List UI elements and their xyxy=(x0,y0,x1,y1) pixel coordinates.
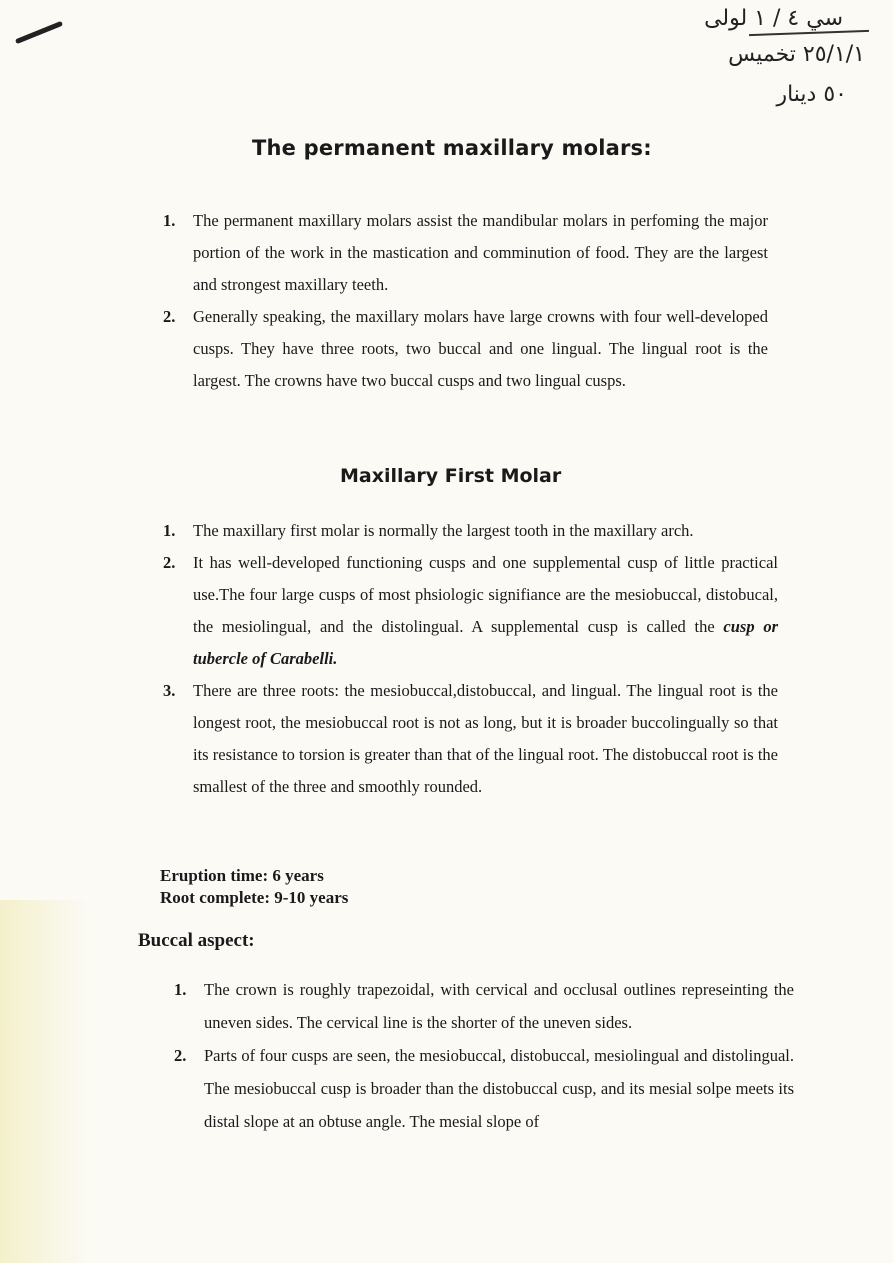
list-item xyxy=(163,675,778,803)
item-number: 1. xyxy=(174,980,187,999)
handwritten-note-3: ٥٠ دينار xyxy=(776,82,847,107)
item-number: 2. xyxy=(163,553,176,572)
list-item xyxy=(163,547,778,675)
buccal-list xyxy=(174,973,794,1138)
pen-mark xyxy=(15,21,63,44)
scan-shading xyxy=(0,900,90,1263)
buccal-aspect-heading: Buccal aspect: xyxy=(138,930,255,951)
item-text: The maxillary first molar is normally the largest tooth in the maxillary arch. xyxy=(193,521,694,540)
page-title: The permanent maxillary molars: xyxy=(252,136,652,160)
carabelli-term: cusp or tubercle of Carabelli. xyxy=(193,617,778,668)
root-complete: Root complete: 9-10 years xyxy=(160,888,349,907)
item-number: 2. xyxy=(163,307,176,326)
list-item xyxy=(174,973,794,1039)
list-item xyxy=(163,515,778,547)
handwritten-note-2: ٢٥/١/١ تخميس xyxy=(728,42,865,67)
item-text: Generally speaking, the maxillary molars have large crowns with four well-developed cusps. They have three roots, two buccal and one lingual. The lingual root is the largest. The crowns have two buccal cusps and two lingual cusps. xyxy=(193,307,768,390)
list-item xyxy=(163,205,768,301)
item-number: 2. xyxy=(174,1046,187,1065)
list-item xyxy=(174,1039,794,1138)
intro-list xyxy=(163,205,768,397)
item-number: 3. xyxy=(163,681,176,700)
list-item xyxy=(163,301,768,397)
item-number: 1. xyxy=(163,521,176,540)
eruption-time: Eruption time: 6 years xyxy=(160,866,324,885)
first-molar-list xyxy=(163,515,778,803)
item-text: Parts of four cusps are seen, the mesiobuccal, distobuccal, mesiolingual and distolingual. The mesiobuccal cusp is broader than the distobuccal cusp, and its mesial solpe meets its distal slope at an obtuse angle. The mesial slope of xyxy=(204,1046,794,1131)
timeline-facts xyxy=(160,865,348,909)
section-title: Maxillary First Molar xyxy=(340,465,562,487)
item-number: 1. xyxy=(163,211,176,230)
handwritten-note-1: سي ٤ / ١ لولى xyxy=(704,6,843,31)
item-text: It has well-developed functioning cusps and one supplemental cusp of little practical use.The four large cusps of most phsiologic signifiance are the mesiobuccal, distobucal, the mesiolingual, and the distolingual. A supplemental cusp is called the xyxy=(193,553,778,636)
item-text: The permanent maxillary molars assist the mandibular molars in perfoming the major portion of the work in the mastication and comminution of food. They are the largest and strongest maxillary teeth. xyxy=(193,211,768,294)
item-text: The crown is roughly trapezoidal, with cervical and occlusal outlines represeinting the uneven sides. The cervical line is the shorter of the uneven sides. xyxy=(204,980,794,1032)
item-text: There are three roots: the mesiobuccal,distobuccal, and lingual. The lingual root is the longest root, the mesiobuccal root is not as long, but it is broader buccolingually so that its resistance to torsion is greater than that of the lingual root. The distobuccal root is the smallest of the three and smoothly rounded. xyxy=(193,681,778,796)
